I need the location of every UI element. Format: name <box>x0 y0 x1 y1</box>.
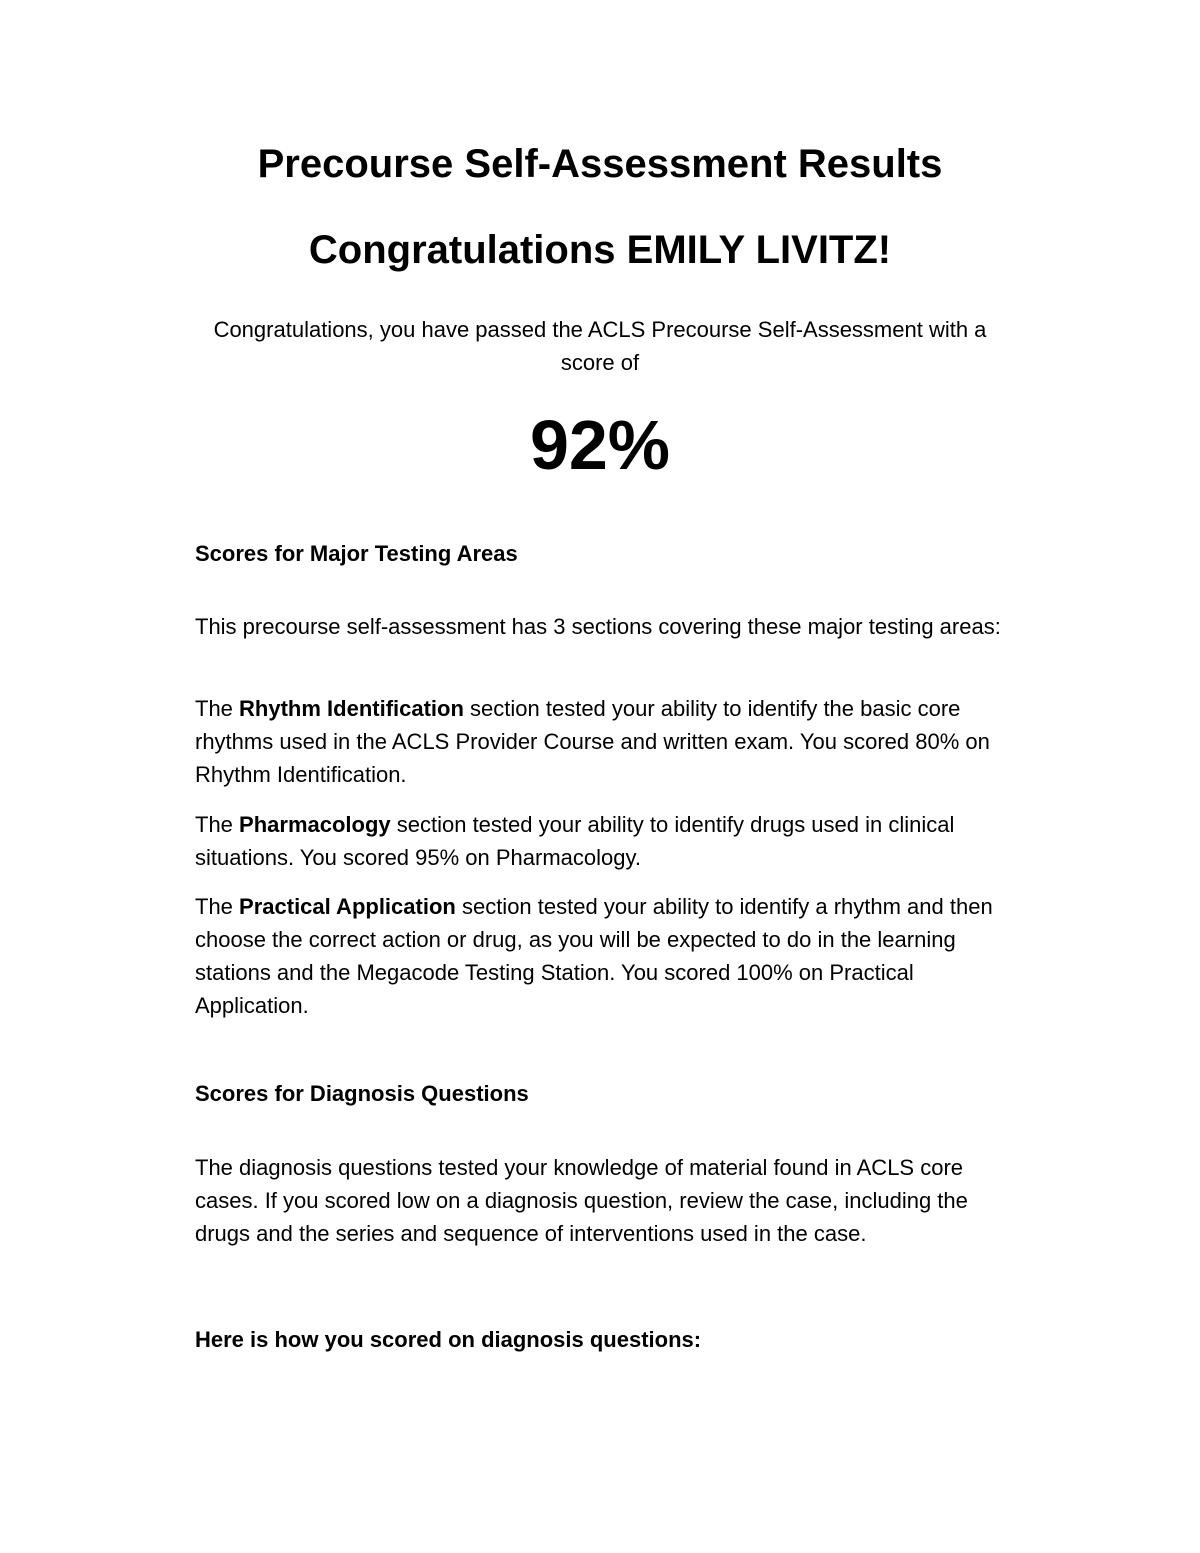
section-practical-application <box>195 890 1015 1022</box>
section-prefix: The <box>195 894 240 919</box>
major-areas-description: This precourse self-assessment has 3 sections covering these major testing areas: <box>195 614 1001 639</box>
overall-score: 92% <box>529 406 671 484</box>
section-name: Practical Application <box>239 894 456 919</box>
page-title: Precourse Self-Assessment Results <box>257 142 943 186</box>
diagnosis-heading: Scores for Diagnosis Questions <box>195 1081 529 1106</box>
section-text: section tested your ability to identify the basic core rhythms used in the ACLS Provider Course and written exam. You scored 80% on Rhythm Identification. <box>195 696 990 787</box>
section-rhythm-identification <box>195 692 1015 791</box>
diagnosis-scored-heading: Here is how you scored on diagnosis questions: <box>195 1327 702 1352</box>
section-name: Pharmacology <box>239 812 391 837</box>
section-prefix: The <box>195 696 240 721</box>
section-name: Rhythm Identification <box>239 696 464 721</box>
section-text: section tested your ability to identify a rhythm and then choose the correct action or drug, as you will be expected to do in the learning stations and the Megacode Testing Station. You scored 100% on Practical Application. <box>195 894 993 1018</box>
greeting-heading: Congratulations EMILY LIVITZ! <box>308 228 892 272</box>
intro-text: Congratulations, you have passed the ACLS Precourse Self-Assessment with a score of <box>213 317 987 375</box>
section-prefix: The <box>195 812 240 837</box>
section-pharmacology <box>195 808 1015 874</box>
major-areas-heading: Scores for Major Testing Areas <box>195 541 518 566</box>
diagnosis-description: The diagnosis questions tested your knowledge of material found in ACLS core cases. If you scored low on a diagnosis question, review the case, including the drugs and the series and sequence of interventions used in the case. <box>195 1155 968 1246</box>
section-text: section tested your ability to identify drugs used in clinical situations. You scored 95% on Pharmacology. <box>195 812 955 870</box>
